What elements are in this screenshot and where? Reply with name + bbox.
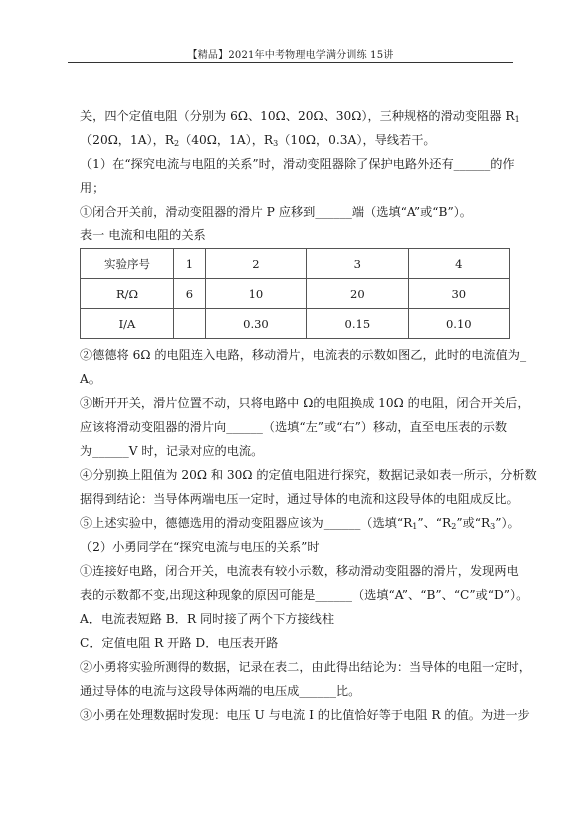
option-cd: C．定值电阻 R 开路 D．电压表开路 xyxy=(80,636,279,650)
row-header-cell: R/Ω xyxy=(81,279,174,309)
table-cell: 2 xyxy=(205,249,306,279)
step-3: ③断开开关，滑片位置不动，只将电路中 Ω的电阻换成 10Ω 的电阻，闭合开关后， xyxy=(80,396,530,410)
sub-step-1: ①连接好电路，闭合开关，电流表有较小示数，移动滑动变阻器的滑片，发现两电 xyxy=(80,564,519,578)
question-2: （2）小勇同学在“探究电流与电压的关系”时 xyxy=(80,540,320,554)
document-body xyxy=(80,104,537,727)
step-2: ②德德将 6Ω 的电阻连入电路，移动滑片，电流表的示数如图乙，此时的电流值为_ xyxy=(80,348,527,362)
text-line: 据得到结论：当导体两端电压一定时，通过导体的电流和这段导体的电阻成反比。 xyxy=(80,492,519,506)
table-row xyxy=(81,309,510,339)
table-cell: 4 xyxy=(408,249,509,279)
row-header-cell: I/A xyxy=(81,309,174,339)
option-ab: A．电流表短路 B．R 同时接了两个下方接线柱 xyxy=(80,612,335,626)
page-header: 【精品】2021年中考物理电学满分训练 15讲 xyxy=(187,50,394,61)
table-row xyxy=(81,279,510,309)
table-cell: 0.15 xyxy=(307,309,408,339)
step-4: ④分别换上阻值为 20Ω 和 30Ω 的定值电阻进行探究，数据记录如表一所示，分析数 xyxy=(80,468,537,482)
table-cell: 6 xyxy=(174,279,206,309)
sub-step-2: ②小勇将实验所测得的数据，记录在表二，由此得出结论为：当导体的电阻一定时， xyxy=(80,660,531,674)
text-line: （20Ω，1A），$R_2(40\Omega$，1A），$R_3(10\Omega$，0.3A），导线若干。 xyxy=(80,133,436,148)
table-cell: 3 xyxy=(307,249,408,279)
table-row xyxy=(81,249,510,279)
text-line: 应该将滑动变阻器的滑片向______（选填“左”或“右”）移动，直至电压表的示数 xyxy=(80,420,508,434)
data-table xyxy=(80,248,510,339)
step-1: ①闭合开关前，滑动变阻器的滑片 P 应移到______端（选填“A”或“B”）。 xyxy=(80,205,472,219)
table-caption: 表一 电流和电阻的关系 xyxy=(80,228,206,242)
table-cell: 1 xyxy=(174,249,206,279)
row-header-cell: 实验序号 xyxy=(81,249,174,279)
text-line: 关，四个定值电阻（分别为 6Ω、10Ω、20Ω、30Ω），三种规格的滑动变阻器 $R_1$ xyxy=(80,109,520,124)
table-cell: 20 xyxy=(307,279,408,309)
text-line: A。 xyxy=(80,372,101,386)
text-line: 表的示数都不变,出现这种现象的原因可能是______（选填“A”、“B”、“C”或“D”）。 xyxy=(80,588,529,602)
header-divider xyxy=(68,62,513,63)
text-line: 为______V 时，记录对应的电流。 xyxy=(80,444,264,458)
table-cell: 0.10 xyxy=(408,309,509,339)
table-cell xyxy=(174,309,206,339)
text-line: 用； xyxy=(80,181,105,195)
table-cell: 0.30 xyxy=(205,309,306,339)
sub-step-3: ③小勇在处理数据时发现：电压 U 与电流 I 的比值恰好等于电阻 R 的值。为进一步 xyxy=(80,708,530,722)
table-cell: 30 xyxy=(408,279,509,309)
step-5: ⑤上述实验中，德德选用的滑动变阻器应该为______（选填“$R_1$”、“$R_2$”或“$R_3$”）。 xyxy=(80,516,520,531)
question-1: （1）在“探究电流与电阻的关系”时，滑动变阻器除了保护电路外还有______的作 xyxy=(80,157,515,171)
text-line: 通过导体的电流与这段导体两端的电压成______比。 xyxy=(80,684,361,698)
table-cell: 10 xyxy=(205,279,306,309)
